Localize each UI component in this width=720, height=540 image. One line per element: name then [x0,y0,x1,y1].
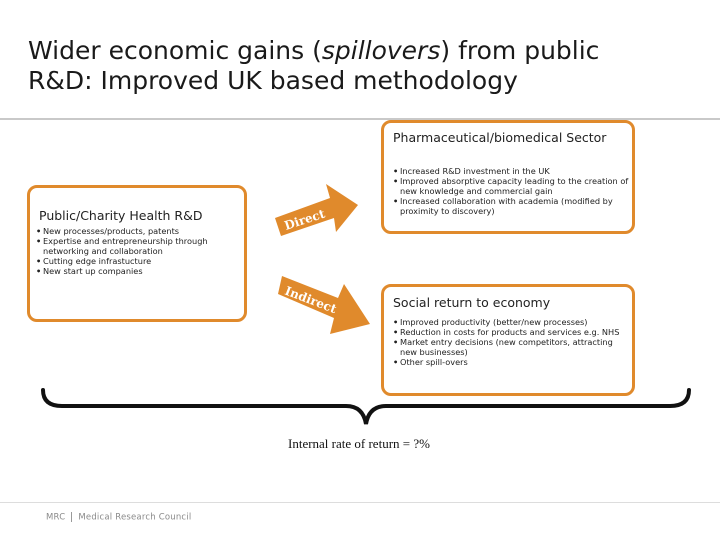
social-return-title: Social return to economy [393,295,551,310]
list-item: • Improved absorptive capacity leading to the creation of new knowledge and commercial gain [393,176,631,196]
pharma-sector-bullets [393,166,631,216]
title-line1-prefix: Wider economic gains ( [28,36,322,65]
indirect-arrow [278,272,374,342]
mrc-logo [46,512,191,523]
indirect-arrow-label: Indirect [282,283,339,317]
pharma-sector-title: Pharmaceutical/biomedical Sector [393,130,607,145]
list-item: • Increased collaboration with academia (modified by proximity to discovery) [393,196,631,216]
title-line1-italic: spillovers [321,36,441,65]
public-charity-rd-box [27,185,247,322]
title-line1-suffix: ) from public [440,36,600,65]
public-charity-rd-title: Public/Charity Health R&D [39,208,203,223]
slide-title [28,36,688,96]
title-line2: R&D: Improved UK based methodology [28,66,518,95]
internal-rate-of-return: Internal rate of return = ?% [288,436,430,451]
public-charity-rd-bullets [36,226,244,276]
list-item: • Market entry decisions (new competitors, attracting new businesses) [393,337,631,357]
list-item: • New start up companies [36,266,244,276]
logo-name: Medical Research Council [78,512,192,523]
list-item: • Expertise and entrepreneurship through networking and collaboration [36,236,244,256]
list-item: • Increased R&D investment in the UK [393,166,631,176]
direct-arrow [272,178,362,248]
list-item: • Reduction in costs for products and services e.g. NHS [393,327,631,337]
list-item: • Improved productivity (better/new processes) [393,317,631,327]
logo-separator [71,512,72,522]
social-return-box [381,284,635,396]
social-return-bullets [393,317,631,367]
pharma-sector-box [381,120,635,234]
footer-divider [0,502,720,503]
list-item: • New processes/products, patents [36,226,244,236]
direct-arrow-label: Direct [282,206,327,233]
logo-abbrev: MRC [46,512,66,523]
list-item: • Other spill-overs [393,357,631,367]
list-item: • Cutting edge infrastucture [36,256,244,266]
curly-brace [40,388,692,428]
